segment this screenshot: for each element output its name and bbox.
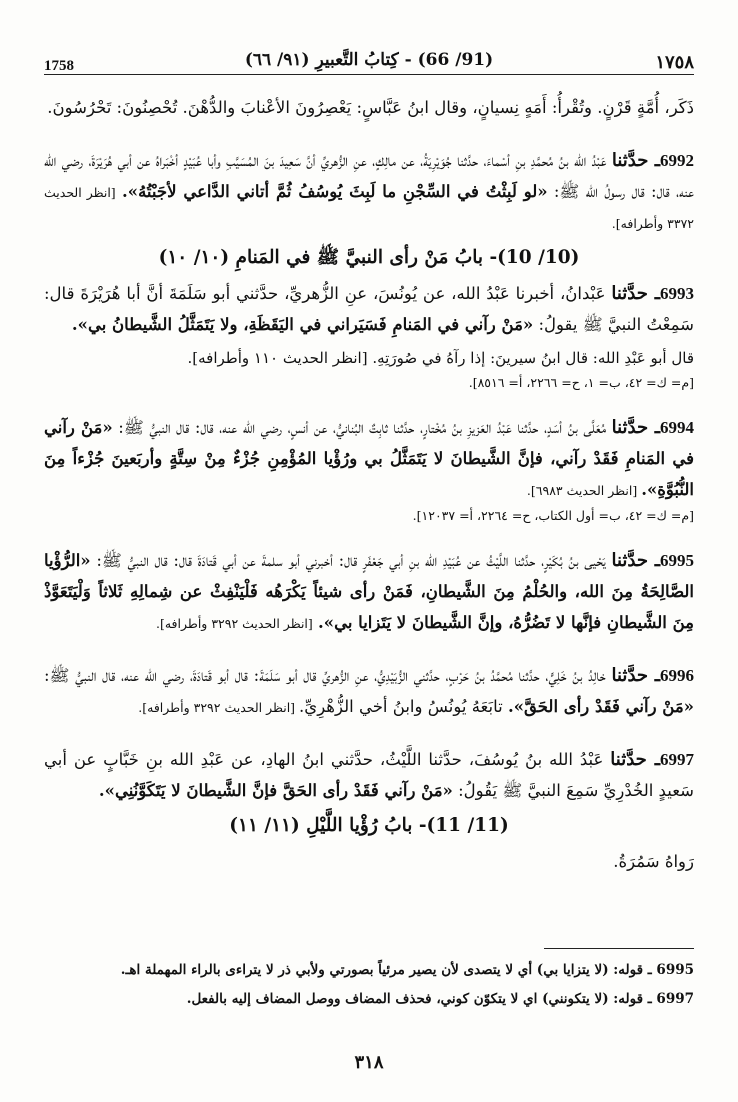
hadith-quote: «لو لَبِثْتُ في السِّجْنِ ما لَبِثَ يُوسُفُ ثُمَّ أتاني الدَّاعي لأجَبْتُهُ». xyxy=(122,182,548,201)
chapter-11-text: رَواهُ سَمُرَةُ. xyxy=(613,852,694,871)
intro-paragraph: ذَكَر، أُمَّةٍ قَرْنٍ. وتُقْرأُ: أَمَهٍ نِسيانٍ، وقال ابنُ عَبَّاسٍ: يَعْصِرُونَ الأعْنابَ والدُّهْنَ. تُحْصِنُونَ: تَحْرُسُونَ. xyxy=(47,98,694,117)
hadith-6993 xyxy=(44,278,694,340)
page-number-arabic: ١٧٥٨ xyxy=(655,52,694,73)
hadith-number: 6992 xyxy=(660,151,694,170)
footnote: 6997 ـ قوله: (لا يتكونني) اي لا يتكوّن كوني، فحذف المضاف ووصل المضاف إليه بالفعل. xyxy=(186,991,694,1007)
hadith-number: 6995 xyxy=(660,551,695,570)
hadith-opening: ـ حدَّثنا xyxy=(611,283,660,304)
main-text xyxy=(44,92,694,877)
hadith-quote: «الرُّؤْيا الصَّالِحَةُ مِنَ الله، والحُلْمُ مِنَ الشَّيطانِ، فَمَنْ رأى شيئاً يَكْرَهُه فَلْيَنْفِثْ عن شِمالِهِ ثَلاثاً وَلْيَتَعَوَّذْ مِنَ الشَّيطانِ فإنَّها لا تَضُرُّهُ، وإنَّ الشَّيطانَ لا يَتَزايا بي». xyxy=(44,551,694,632)
hadith-reference: [انظر الحديث ٣٢٩٢ وأطرافه]. xyxy=(138,700,300,715)
hadith-reference: [انظر الحديث ٣٣٧٢ وأطرافه]. xyxy=(44,185,694,231)
hadith-6992 xyxy=(44,145,694,238)
hadith-number: 6994 xyxy=(660,418,694,437)
hadith-quote: «مَنْ رآني فَقَدْ رأى الحَقَّ». xyxy=(507,697,694,716)
chapter-heading-10: (10/ 10)- بابُ مَنْ رأى النبيَّ ﷺ في المَنامِ (١٠/ ١٠) xyxy=(158,247,580,268)
hadith-6997 xyxy=(44,744,694,806)
running-title: (91/ 66) - كِتابُ التَّعبيرِ (٩١/ ٦٦) xyxy=(244,50,494,70)
hadith-quote: «مَنْ رآني في المَنامِ فَسَيَراني في اليَقَظَةِ، ولا يَتَمَثَّلُ الشَّيطانُ بي». xyxy=(71,315,534,334)
hadith-opening: ـ حدَّثنا xyxy=(610,749,660,770)
hadith-6995 xyxy=(44,545,694,638)
hadith-follow: تابَعَهُ يُونُسُ وابنُ أخي الزُّهْرِيِّ. xyxy=(299,697,508,716)
hadith-quote: «مَنْ رآني في المَنامِ فَقَدْ رآني، فإنَّ الشَّيطانَ لا يَتَمَثَّلُ بي ورُؤْيا المُؤْمِنِ جُزْءٌ مِنْ سِتَّةٍ وأربَعينَ جُزْءاً مِنَ النُّبُوَّةِ». xyxy=(44,418,694,499)
page-number-latin: 1758 xyxy=(44,58,74,74)
hadith-6996 xyxy=(44,660,694,722)
hadith-opening: ـ حدَّثنا xyxy=(611,550,661,571)
hadith-chain: عَبْدُ الله بنُ يُوسُفَ، حدَّثنا اللَّيْثُ، حدَّثني ابنُ الهادِ، عن عَبْدِ الله بنِ خَبَّابٍ عن أبي سَعيدٍ الخُدْرِيِّ سَمِعَ النبيَّ ﷺ يَقُولُ: xyxy=(44,750,694,800)
hadith-chain: مُعَلَّى بنُ أسَدٍ، حدَّثنا عَبْدُ العَزيزِ بنُ مُخْتارٍ، حدَّثنا ثابِتٌ البُنانيُّ، عن أنسٍ، رضي الله عنه، قال: قال النبيُّ ﷺ: xyxy=(112,418,612,437)
hadith-number: 6996 xyxy=(660,666,695,685)
hadith-opening: ـ حدَّثنا xyxy=(611,665,661,686)
hadith-6994 xyxy=(44,412,694,505)
hadith-chain: خالِدُ بنُ خَلِيٍّ، حدَّثنا مُحمَّدُ بنُ حَرْبٍ، حدَّثني الزُّبَيْدِيُّ، عنِ الزُّهريِّ قال أبو سَلَمَةَ: قال أبو قَتادَةَ، رضي الله عنه، قال النبيُّ ﷺ: xyxy=(44,666,612,685)
chapter-heading-11: (11/ 11)- بابُ رُؤْيا اللَّيْلِ (١١/ ١١) xyxy=(229,815,509,836)
footnote: 6995 ـ قوله: (لا يتزايا بي) أي لا يتصدى لأن يصير مرئياً بصورتي ولأبي ذر لا يتراءى بالراء المهملة اهـ. xyxy=(120,962,694,978)
hadith-note: قال أبو عَبْدِ الله: قال ابنُ سيرينَ: إذا رآهُ في صُورَتِهِ. [انظر الحديث ١١٠ وأطرافه]. xyxy=(187,349,694,367)
hadith-reference: [م= ك= ٤٢، ب= ١، ح= ٢٢٦٦، أ= ٨٥١٦]. xyxy=(468,375,694,390)
footnotes xyxy=(44,956,694,1014)
footnote-divider xyxy=(544,948,694,949)
hadith-number: 6993 xyxy=(660,284,694,303)
hadith-reference: [م= ك= ٤٢، ب= أول الكتاب، ح= ٢٢٦٤، أ= ١٢٠٣٧]. xyxy=(412,508,694,523)
hadith-reference-inline: [انظر الحديث ٦٩٨٣]. xyxy=(526,483,642,498)
page-number: ٣١٨ xyxy=(354,1052,384,1073)
hadith-chain: عَبْدانُ، أخبرنا عَبْدُ الله، عن يُونُسَ، عنِ الزُّهريِّ، حدَّثني أبو سَلَمَةَ أنَّ أبا هُرَيْرَةَ قال: سَمِعْتُ النبيَّ ﷺ يقولُ: xyxy=(44,284,694,334)
hadith-opening: ـ حدَّثنا xyxy=(611,150,660,171)
hadith-chain: عَبْدُ الله بنُ مُحمَّدِ بنِ أسْماءَ، حدَّثنا جُوَيْرِيَةُ، عن مالِكٍ، عنِ الزُّهريِّ أنَّ سَعِيدَ بنَ المُسَيَّبِ وأبا عُبَيْدٍ أخْبَراهُ عن أبي هُرَيْرَةَ، رضي الله عنه، قال: قال رسولُ الله ﷺ: xyxy=(44,151,695,201)
hadith-quote: «مَنْ رآني فَقَدْ رأى الحَقَّ فإنَّ الشَّيطانَ لا يَتَكَوَّنُنِي». xyxy=(98,781,453,800)
hadith-opening: ـ حدَّثنا xyxy=(611,417,660,438)
hadith-reference: [انظر الحديث ٣٢٩٢ وأطرافه]. xyxy=(155,616,313,631)
running-header xyxy=(44,46,694,75)
hadith-number: 6997 xyxy=(660,750,694,769)
hadith-chain: يَحْيى بنُ بُكَيْرٍ، حدَّثنا اللَّيْثُ عن عُبَيْدِ الله بنِ أبي جَعْفَرٍ قال: أخبرني أبو سلمةَ عن أبي قَتادَةَ قال: قال النبيُّ ﷺ: xyxy=(90,551,612,570)
